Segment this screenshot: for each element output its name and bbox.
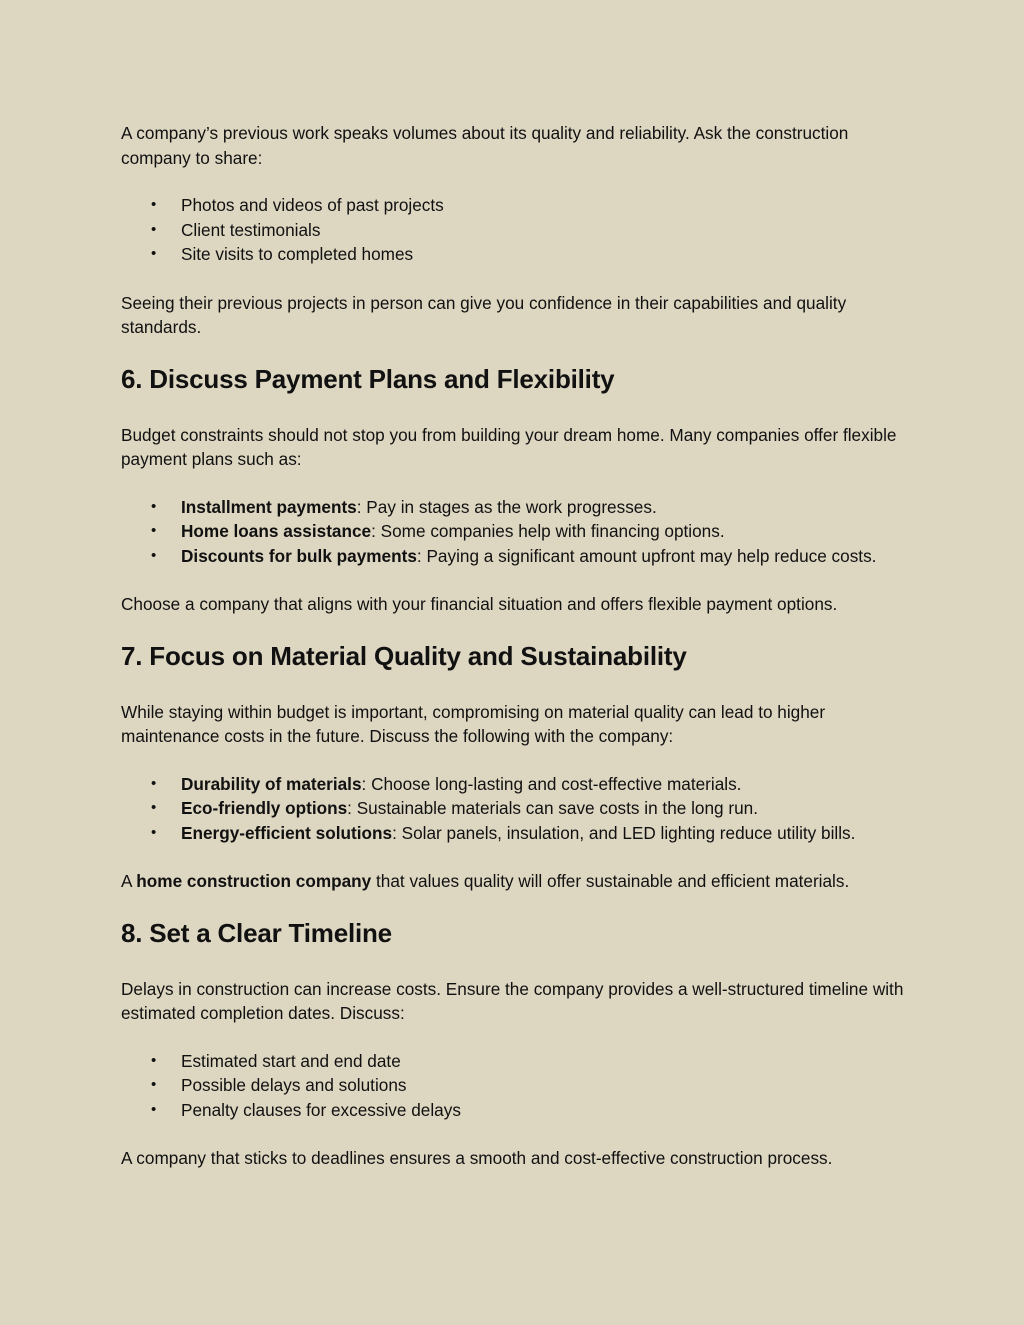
list-item-text: : Some companies help with financing options. [371, 521, 725, 541]
list-item-term: Eco-friendly options [181, 798, 348, 818]
list-item-term: Durability of materials [181, 773, 362, 794]
list-item-text: : Paying a significant amount upfront may help reduce costs. [416, 545, 877, 566]
list-item [121, 796, 904, 821]
list-item: • Site visits to completed homes [121, 242, 904, 267]
list-item: • Estimated start and end date [121, 1049, 904, 1074]
payment-options-list [121, 495, 904, 569]
past-work-list [121, 193, 904, 267]
timeline-discussion-list [121, 1049, 904, 1123]
section-8-heading: 8. Set a Clear Timeline [121, 917, 392, 948]
section-7-heading: 7. Focus on Material Quality and Sustainability [121, 640, 687, 671]
list-item: • Penalty clauses for excessive delays [121, 1098, 904, 1123]
list-item: • Photos and videos of past projects [121, 193, 904, 218]
list-item: • Client testimonials [121, 218, 904, 243]
list-item-term: Installment payments [181, 496, 357, 517]
list-item [121, 519, 904, 544]
list-item-text: : Choose long-lasting and cost-effective materials. [361, 773, 742, 794]
list-item-text: : Sustainable materials can save costs in the long run. [347, 798, 758, 818]
section-6-heading: 6. Discuss Payment Plans and Flexibility [121, 363, 615, 394]
list-item [121, 772, 904, 797]
list-item [121, 544, 904, 569]
list-item-term: Energy-efficient solutions [181, 822, 393, 843]
list-item-term: Discounts for bulk payments [181, 545, 417, 566]
list-item-term: Home loans assistance [181, 521, 372, 541]
list-item-text: : Solar panels, insulation, and LED lighting reduce utility bills. [392, 822, 856, 843]
closing-prefix: A [121, 871, 137, 891]
intro-closing-paragraph: Seeing their previous projects in person can give you confidence in their capabilities and quality standards. [121, 292, 847, 337]
section-7-closing-paragraph [121, 869, 904, 894]
closing-suffix: that values quality will offer sustainable and efficient materials. [371, 871, 850, 891]
list-item: • Possible delays and solutions [121, 1073, 904, 1098]
intro-paragraph: A company’s previous work speaks volumes about its quality and reliability. Ask the construction company to share: [121, 123, 849, 168]
list-item [121, 495, 904, 520]
list-item-text: : Pay in stages as the work progresses. [356, 496, 657, 517]
section-6-paragraph: Budget constraints should not stop you from building your dream home. Many companies offer flexible payment plans such as: [121, 424, 897, 469]
section-8-closing-paragraph: A company that sticks to deadlines ensures a smooth and cost-effective construction process. [121, 1148, 833, 1168]
material-considerations-list [121, 772, 904, 846]
section-8-paragraph: Delays in construction can increase costs. Ensure the company provides a well-structured timeline with estimated completion dates. Discuss: [121, 978, 904, 1023]
section-7-paragraph: While staying within budget is important, compromising on material quality can lead to higher maintenance costs in the future. Discuss the following with the company: [121, 701, 826, 746]
closing-bold-phrase: home construction company [136, 871, 372, 891]
list-item [121, 821, 904, 846]
section-6-closing-paragraph: Choose a company that aligns with your financial situation and offers flexible payment options. [121, 594, 838, 614]
